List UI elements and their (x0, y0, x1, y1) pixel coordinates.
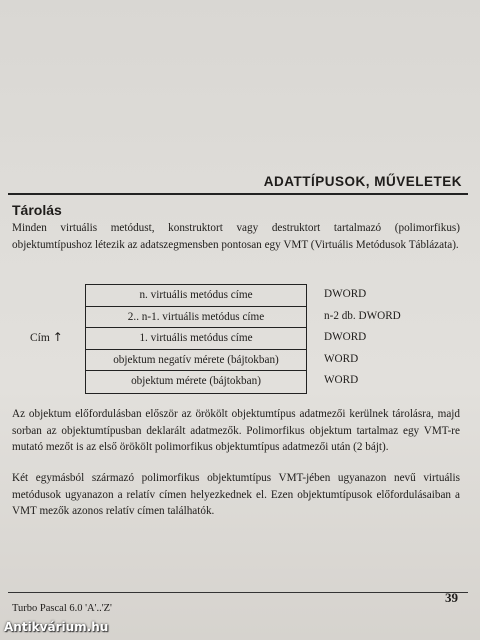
vmt-row: 1. virtuális metódus címe (86, 328, 306, 350)
watermark-logo: Antikvárium.hu (4, 620, 109, 634)
address-label-text: Cím (30, 332, 50, 344)
vmt-type-cell: DWORD (324, 288, 367, 300)
vmt-type-cell: WORD (324, 374, 359, 387)
vmt-row: objektum mérete (bájtokban) (131, 375, 261, 388)
vmt-row: 2.. n-1. virtuális metódus címe (86, 307, 306, 329)
address-label (30, 330, 63, 344)
vmt-type-cell: DWORD (324, 331, 367, 344)
paragraph-intro: Minden virtuális metódust, konstruktort vagy destruktort tartalmazó (polimorfikus) objektumtípushoz létezik az adatszegmensben pontosan egy VMT (Virtuális Metódusok Táblázata). (12, 222, 460, 251)
arrow-up-icon: ↑ (52, 330, 63, 344)
vmt-table (85, 284, 307, 394)
vmt-type-column (322, 284, 432, 392)
chapter-header: ADATTÍPUSOK, MŰVELETEK (263, 174, 462, 189)
vmt-type-cell: n-2 db. DWORD (324, 309, 401, 322)
page-number: 39 (445, 590, 458, 605)
paragraph-vmt-relative: Két egymásból származó polimorfikus objektumtípus VMT-jében ugyanazon nevű virtuális metódusok ugyanazon a relatív címen helyezkednek el. Ezen objektumtípusok előfordulásaiban a VMT mezők azonos relatív címen találhatók. (12, 472, 460, 517)
footer-divider (8, 592, 468, 593)
vmt-row: objektum negatív mérete (bájtokban) (86, 350, 306, 372)
paragraph-storage-order: Az objektum előfordulásban először az örökölt objektumtípus adatmezői kerülnek tárolásra, majd sorban az objektumtípusban deklarált adatmezők. Polimorfikus objektum tartalmaz egy VMT-re mutató mezőt is az első örökölt polimorfikus objektumtípus adatmezői után (2 bájt). (12, 408, 460, 453)
header-divider (8, 193, 468, 195)
footer-book-title: Turbo Pascal 6.0 'A'..'Z' (12, 603, 112, 614)
section-title: Tárolás (12, 202, 62, 218)
vmt-row: n. virtuális metódus címe (86, 285, 306, 307)
vmt-type-cell: WORD (324, 352, 359, 365)
